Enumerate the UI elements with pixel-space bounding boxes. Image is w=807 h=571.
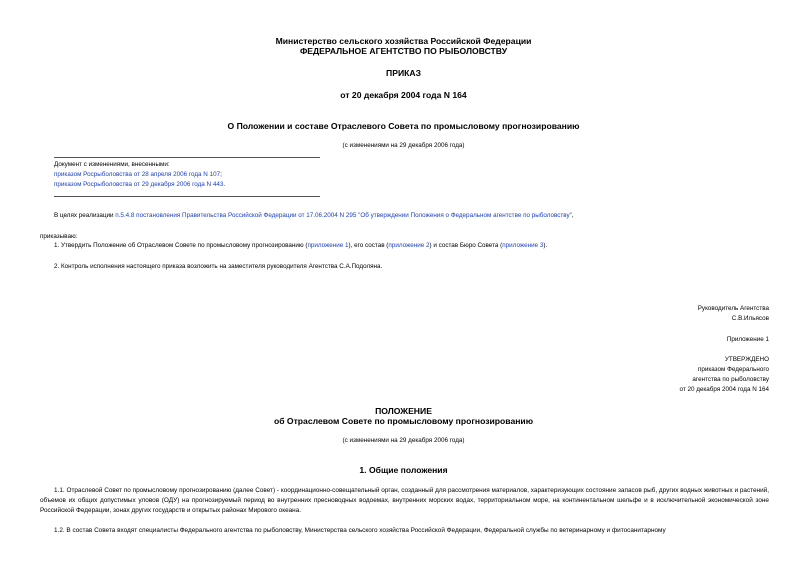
- preamble: [54, 212, 754, 220]
- preamble-prefix: В целях реализации: [54, 212, 116, 219]
- paragraph-1-1: 1.1. Отраслевой Совет по промысловому прогнозированию (далее Совет) - координационно-совещательный орган, созданный для рассмотрения материалов, характеризующих состояние запасов рыб, других водных животных и растений, объемов их общих допустимых уловов (ОДУ) на прогнозируемый период во внутренних пресноводных водоемах, внутренних морских водах, территориальном море, на континентальном шельфе и в исключительной экономической зоне Российской Федерации, зонах других государств и открытых районах Мирового океана.: [40, 487, 769, 514]
- changes-link-order-107[interactable]: приказом Росрыболовства от 28 апреля 2006 года N 107: [54, 171, 221, 178]
- changes-link-row: [54, 181, 225, 189]
- signature-name: С.В.Ильясов: [731, 315, 769, 322]
- regulation-amendments-note: (с изменениями на 29 декабря 2006 года): [342, 437, 465, 444]
- changes-box-bottom-rule: [54, 196, 320, 197]
- changes-link-suffix: ;: [220, 171, 222, 178]
- changes-link-row: [54, 171, 222, 179]
- document-date-number: от 20 декабря 2004 года N 164: [340, 90, 467, 100]
- item1-text: 1. Утвердить Положение об Отраслевом Совете по промысловому прогнозированию (: [54, 242, 308, 249]
- appendix-label: Приложение 1: [726, 336, 769, 343]
- regulation-subtitle: об Отраслевом Совете по промысловому прогнозированию: [273, 416, 534, 426]
- changes-box-top-rule: [54, 157, 320, 158]
- regulation-title: ПОЛОЖЕНИЕ: [375, 406, 432, 416]
- signature-position: Руководитель Агентства: [697, 305, 769, 312]
- appendix-1-link[interactable]: приложение 1: [307, 242, 349, 249]
- preamble-decree-link[interactable]: п.5.4.8 постановления Правительства Российской Федерации от 17.06.2004 N 295 "Об утверждении Положения о Федеральном агентстве по рыболовству": [115, 212, 572, 219]
- amendments-note: (с изменениями на 29 декабря 2006 года): [342, 142, 465, 149]
- appendix-2-link[interactable]: приложение 2: [388, 242, 430, 249]
- item1-text: ), его состав (: [348, 242, 389, 249]
- appendix-3-link[interactable]: приложение 3: [502, 242, 544, 249]
- order-item-2: 2. Контроль исполнения настоящего приказа возложить на заместителя руководителя Агентства С.А.Подоляна.: [54, 263, 383, 270]
- approved-line: от 20 декабря 2004 года N 164: [679, 386, 769, 393]
- changes-link-suffix: .: [223, 181, 226, 188]
- paragraph-1-2: 1.2. В состав Совета входят специалисты Федерального агентства по рыболовству, Министерства сельского хозяйства Российской Федерации, Федеральной службы по ветеринарному и фитосанитарному: [54, 527, 666, 534]
- order-word: приказываю:: [40, 233, 78, 240]
- changes-box-label: Документ с изменениями, внесенными:: [54, 161, 170, 168]
- document-type: ПРИКАЗ: [386, 68, 421, 78]
- item1-text: ) и состав Бюро Совета (: [429, 242, 503, 249]
- approved-line: агентства по рыболовству: [692, 376, 769, 383]
- section-1-title: 1. Общие положения: [359, 465, 448, 475]
- preamble-suffix: ,: [571, 212, 574, 219]
- approved-line: приказом Федерального: [697, 366, 769, 373]
- ministry-name: Министерство сельского хозяйства Российской Федерации: [275, 36, 532, 46]
- order-item-1: [54, 242, 774, 250]
- item1-text: ).: [543, 242, 548, 249]
- agency-name: ФЕДЕРАЛЬНОЕ АГЕНТСТВО ПО РЫБОЛОВСТВУ: [299, 46, 508, 56]
- approved-stamp: УТВЕРЖДЕНО: [724, 356, 769, 363]
- document-title: О Положении и составе Отраслевого Совета по промысловому прогнозированию: [227, 121, 580, 131]
- changes-link-order-443[interactable]: приказом Росрыболовства от 29 декабря 2006 года N 443: [54, 181, 224, 188]
